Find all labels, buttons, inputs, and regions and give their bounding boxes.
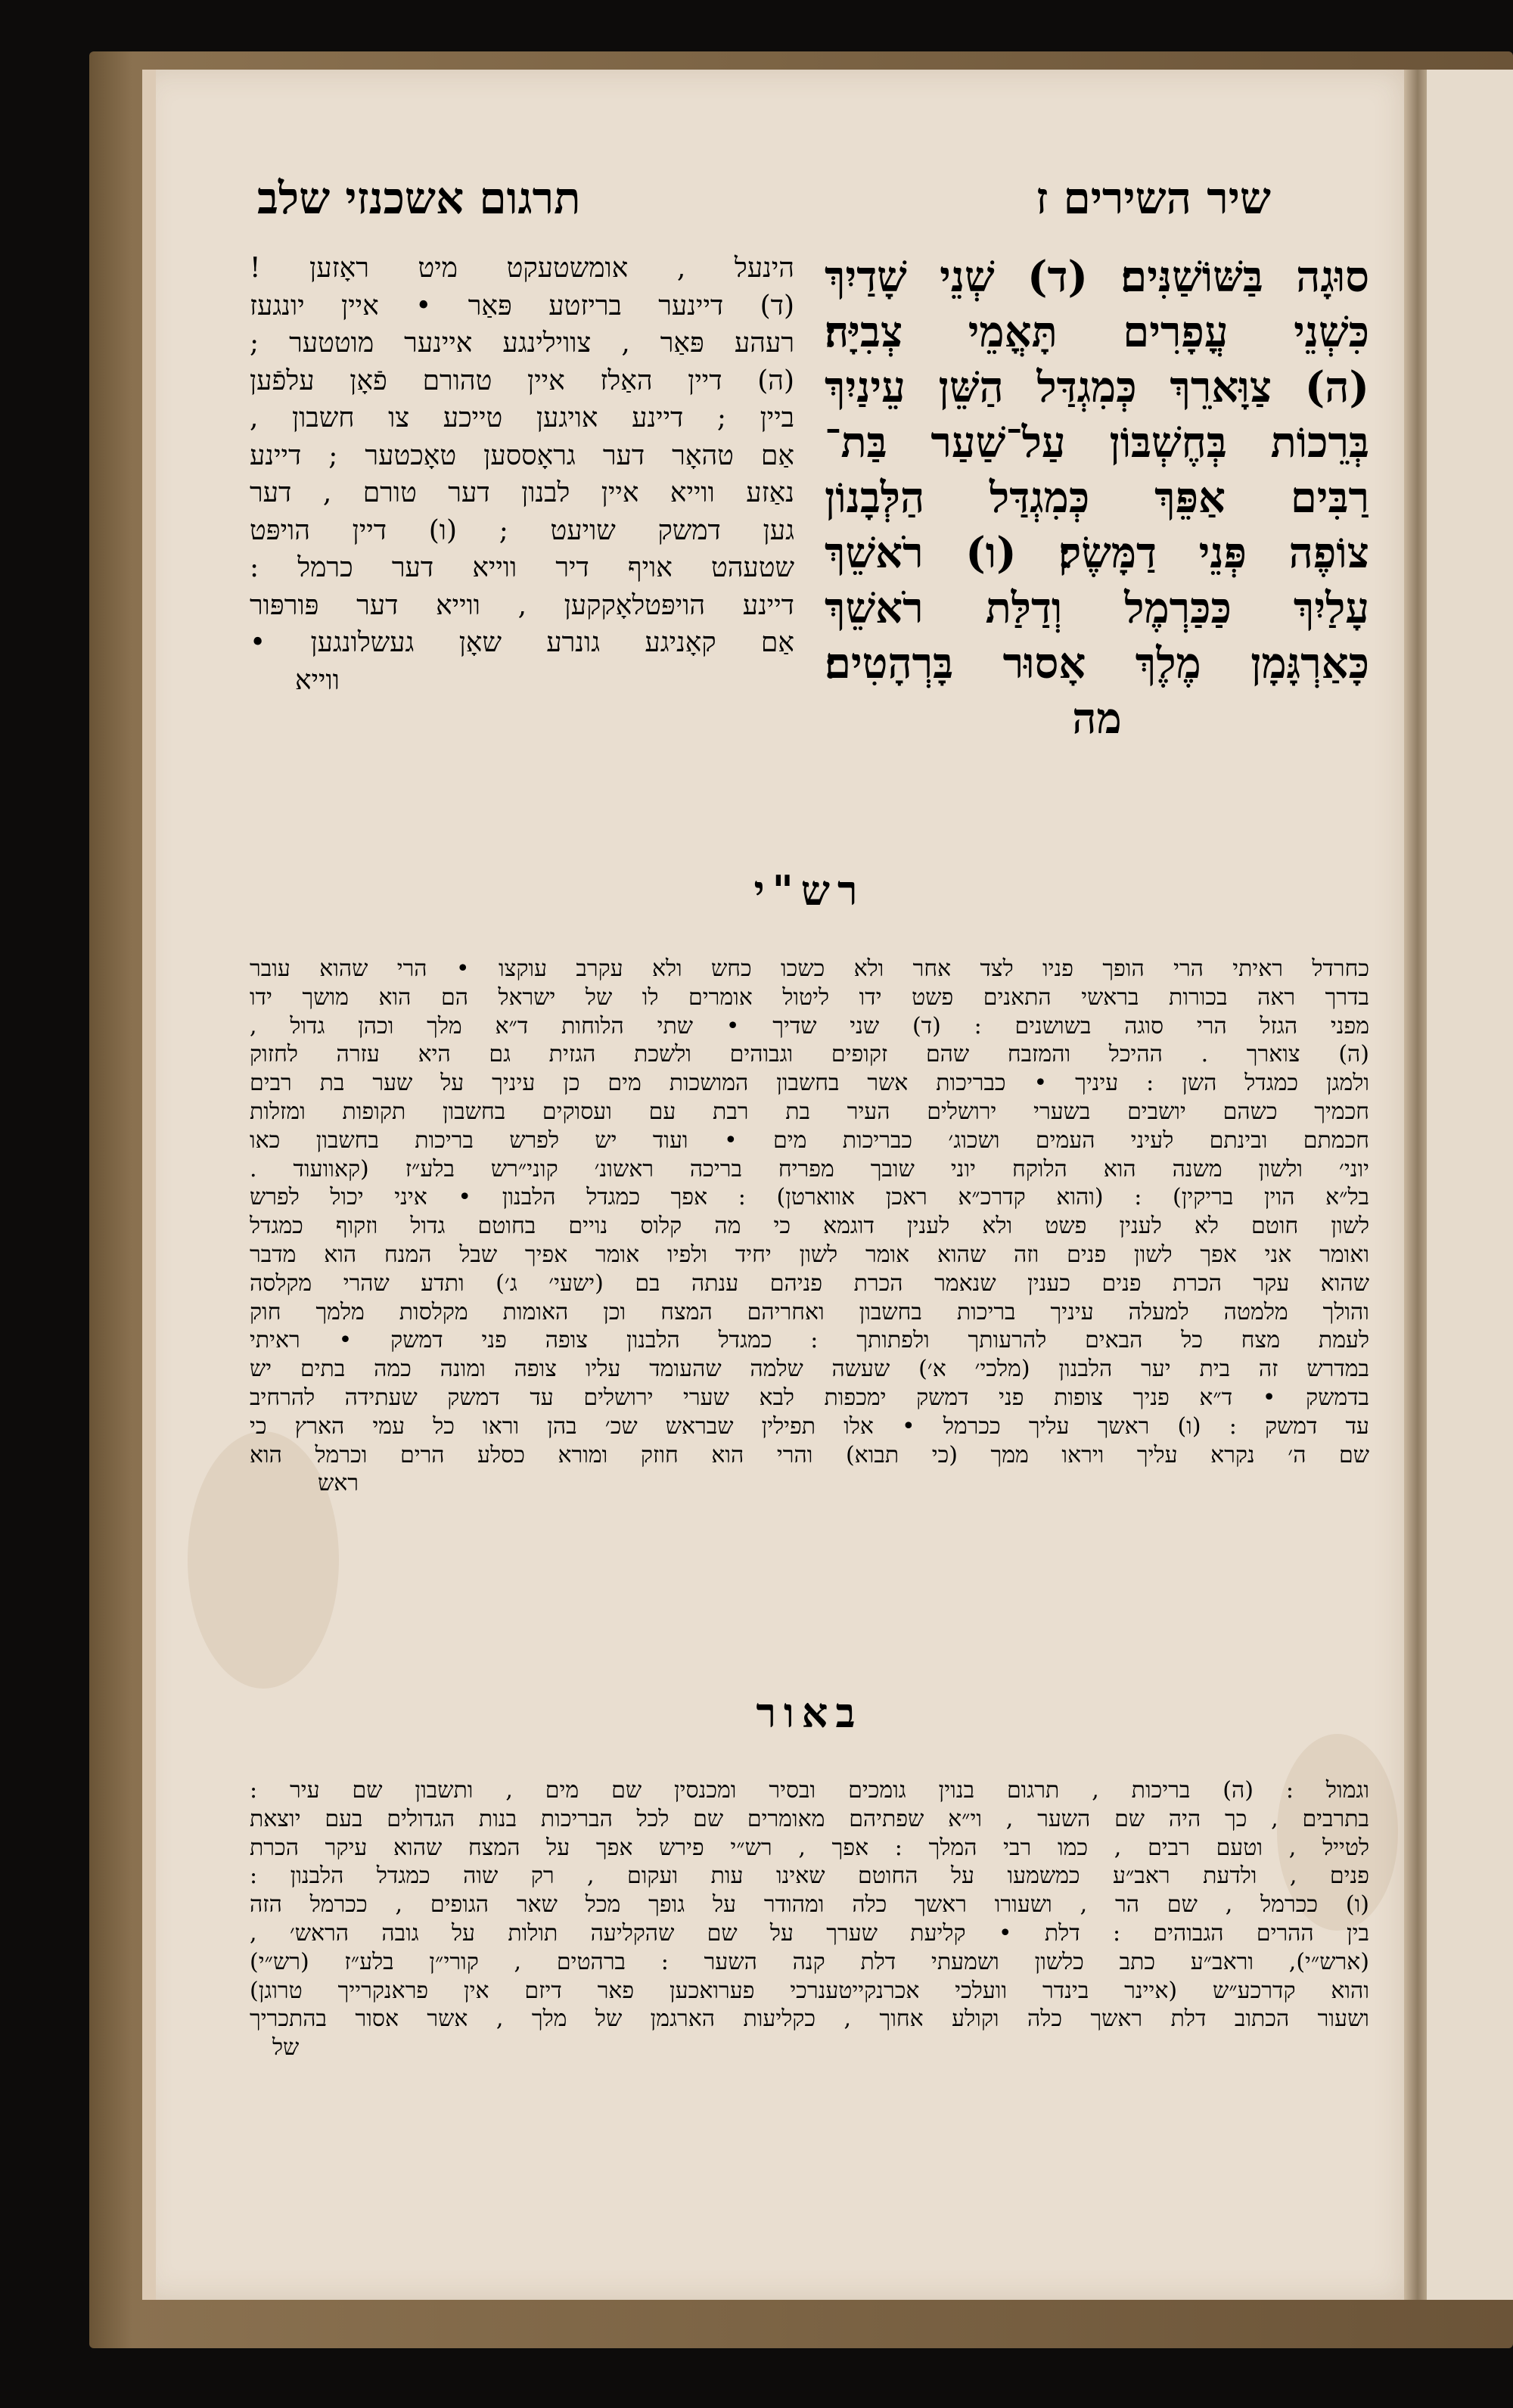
translation-line: הינעל , אומשטעקט מיט ראָזען ! <box>250 253 794 284</box>
rashi-heading: רש"י <box>753 866 865 915</box>
commentary-line: חכמתם ובינתם לעיני העמים ושכוג׳ כבריכות מים • ועוד יש לפרש בריכות בחשבון כאו <box>250 1126 1369 1154</box>
translation-catchword: ווייא <box>295 664 340 696</box>
commentary-line: בדמשק • ד״א פניך צופות פני דמשק ימכפות לבא שערי ירושלים עד דמשק שעתידה להרחיב <box>250 1384 1369 1411</box>
commentary-line: יוני׳ ולשון משנה הוא הלוקח יוני שובך מפריח בריכה ראשונ׳ קוני״רש בלע״ז (קאוועוד . <box>250 1155 1369 1182</box>
commentary-line: בין ההרים הגבוהים : דלת • קליעת שערך על שם שהקליעה תולות על גובה הראש׳ , <box>250 1919 1369 1947</box>
commentary-line: וגמול : (ה) בריכות , תרגום בנוין גומכים ובסיר ומכנסין שם מים , ותשבון שם עיר : <box>250 1777 1369 1804</box>
commentary-line: שהוא עקר הכרת פנים כענין שנאמר הכרת פניהם ענתה בם (ישעי׳ ג׳) ותדע שהרי מקלסה <box>250 1269 1369 1297</box>
commentary-line: מפני הגזל הרי סוגה בשושנים : (ד) שני שדיך • שתי הלוחות ד״א מלך וכהן גדול , <box>250 1012 1369 1039</box>
commentary-line: שם ה׳ נקרא עליך ויראו ממך (כי תבוא) והרי הוא חוזק ומורא כסלע הרים וכרמל הוא <box>250 1441 1369 1468</box>
commentary-line: עד דמשק : (ו) ראשך עליך ככרמל • אלו תפילין שבראש שכ׳ בהן וראו כל עמי הארץ כי <box>250 1412 1369 1440</box>
commentary-line: בתרבים , כך היה שם השער , וי״א שפתיהם מאומרים שם לכל הבריכות בנות הגדולים בעם יוצאת <box>250 1805 1369 1832</box>
translation-line: דיינע הויפּטלאָקקען , ווייא דער פּורפּור <box>250 589 794 621</box>
verse-line: עָלַיִךְ כַּכַּרְמֶל וְדַלַּת רֹאשֵׁךְ <box>825 583 1369 633</box>
commentary-line: בל״א הוין בריקין) : (והוא קדרכ״א ראכן אווארטן) : אפך כמגדל הלבנון • איני יכול לפרש <box>250 1184 1369 1211</box>
verse-line: רַבִּים אַפֵּךְ כְּמִגְדַּל הַלְּבָנוֹן <box>825 473 1369 523</box>
verse-catchword: מה <box>1072 694 1122 744</box>
commentary-line: ושעור הכתוב דלת ראשך כלה וקולע אחוך , כקליעות הארגמן של מלך , אשר אסור בהתכריך <box>250 2006 1369 2033</box>
translation-line: רעהע פּאַר , צווילינגע איינער מוטטער ; <box>250 328 794 359</box>
commentary-line: (ה) צוארך . ההיכל והמזבח שהם זקופים וגבוהים ולשכת הגזית גם היא עזרה לחזוק <box>250 1041 1369 1068</box>
translation-line: גען דמשק שויעט ; (ו) דיין הויפּט <box>250 514 794 546</box>
running-header <box>257 172 1271 233</box>
biur-commentary <box>250 1776 1369 2062</box>
commentary-line: (ו) ככרמל , שם הר , ושעורו ראשך כלה ומהודר על גופך מכל שאר הגופים , ככרמל הזה <box>250 1891 1369 1919</box>
commentary-line: והוא קדרכע״ש (איינר בינדר וועלכי אכרנקייטענרכי פערואכען פאר דיזם אין פראנקרייך טרוגן) <box>250 1977 1369 2004</box>
commentary-line: פנים , ולדעת ראב״ע כמשמעו על החוטם שאינו עות ועקום , רק שוה כמגדל הלבנון : <box>250 1863 1369 1890</box>
commentary-line: לעמת מצח כל הבאים להרעותך ולפתותך : כמגדל הלבנון צופה פני דמשק • ראיתי <box>250 1327 1369 1354</box>
commentary-catchword: של <box>272 2034 300 2062</box>
translation-line: אַם טהאָר דער גראָססען טאָכטער ; דיינע <box>250 440 794 471</box>
commentary-line: חכמיך כשהם יושבים בשערי ירושלים העיר בת רבת עם ועסוקים בחשבון תקופות ומזלות <box>250 1098 1369 1125</box>
rashi-commentary <box>250 955 1369 1498</box>
translation-line: אַם קאָניגע גונרע שאָן געשלונגען • <box>250 627 794 658</box>
facing-page-edge <box>1427 70 1513 2300</box>
commentary-line: כחרדל ראיתי הרי הופך פניו לצד אחר ולא כשכו כחש ולא עקרב עוקצו • הרי שהוא עובר <box>250 955 1369 982</box>
verse-line: צוֹפֶה פְּנֵי דַמָּשֶׂק׃ (ו) רֹאשֵׁךְ <box>825 528 1369 578</box>
page-title: שיר השירים ז <box>1036 172 1271 224</box>
translation-line: (ה) דיין האַלז איין טהורם פֿאָן עלפֿען <box>250 365 794 396</box>
hebrew-verse-column <box>825 250 1369 747</box>
commentary-line: ולמגן כמגדל השן : עיניך • כבריכות אשר בחשבון המושכות מים כן עיניך על שער בת רבים <box>250 1070 1369 1097</box>
commentary-line: לטייל , וטעם רבים , כמו רבי המלך : אפך , רש״י פירש אפך על המצח שהוא עיקר הכרת <box>250 1834 1369 1861</box>
commentary-catchword: ראש <box>318 1470 359 1497</box>
commentary-line: במדרש זה בית יער הלבנון (מלכי׳ א׳) שעשה שלמה שהעומד עליו צופה ומונה כמה בתים יש <box>250 1356 1369 1383</box>
commentary-line: ואומר אני אפך לשון פנים וזה שהוא אומר לשון יחיד ולפיו אומר אפיך שבל המנח הוא מדבר <box>250 1241 1369 1268</box>
verse-line: כָּאַרְגָּמָן מֶלֶךְ אָסוּר בָּרְהָטִים׃ <box>825 639 1369 688</box>
commentary-line: לשון חוטם לא לענין פשט ולא לענין דוגמא כי מה קלוס נויים בחוטם גדול וזקוף כמגדל <box>250 1213 1369 1240</box>
translation-line: (ד) דיינער בריזטע פּאַר • איין יונגעז <box>250 290 794 322</box>
commentary-line: והולך מלמטה למעלה עיניך בריכות בחשבון ואחריהם המצח וכן האומות מקלסות מלמך חוק <box>250 1298 1369 1325</box>
verse-line: סוּגָה בַּשּׁוֹשַׁנִּים׃ (ד) שְׁנֵי שָׁדַיִךְ <box>825 252 1369 302</box>
translation-line: ביין ; דיינע אויגען טייכע צו חשבון , <box>250 402 794 433</box>
biur-heading: באור <box>756 1689 863 1737</box>
verse-line: (ה) צַוָּארֵךְ כְּמִגְדַּל הַשֵּׁן עֵינַיִךְ <box>825 362 1369 412</box>
verse-line: כִּשְׁנֵי עֳפָרִים תָּאֳמֵי צְבִיָּה׃ <box>825 307 1369 357</box>
folio-title: תרגום אשכנזי שלב <box>257 172 581 224</box>
yiddish-translation-column <box>250 250 794 699</box>
commentary-line: (ארש״י), וראב״ע כתב כלשון ושמעתי דלת קנה השער : ברהטים , קורי״ן בלע״ז (רש״י) <box>250 1948 1369 1975</box>
translation-line: שטעהט אויף דיר ווייא דער כרמל : <box>250 552 794 583</box>
book-gutter <box>1404 70 1427 2300</box>
commentary-line: בדרך ראה בכורות בראשי התאנים פשט ידו ליטול אומרים לו של ישראל הם הוא מושך ידו <box>250 983 1369 1011</box>
translation-line: נאַזע ווייא איין לבנון דער טורם , דער <box>250 477 794 508</box>
verse-line: בְּרֵכוֹת בְּחֶשְׁבּוֹן עַל־שַׁעַר בַּת־ <box>825 418 1369 468</box>
